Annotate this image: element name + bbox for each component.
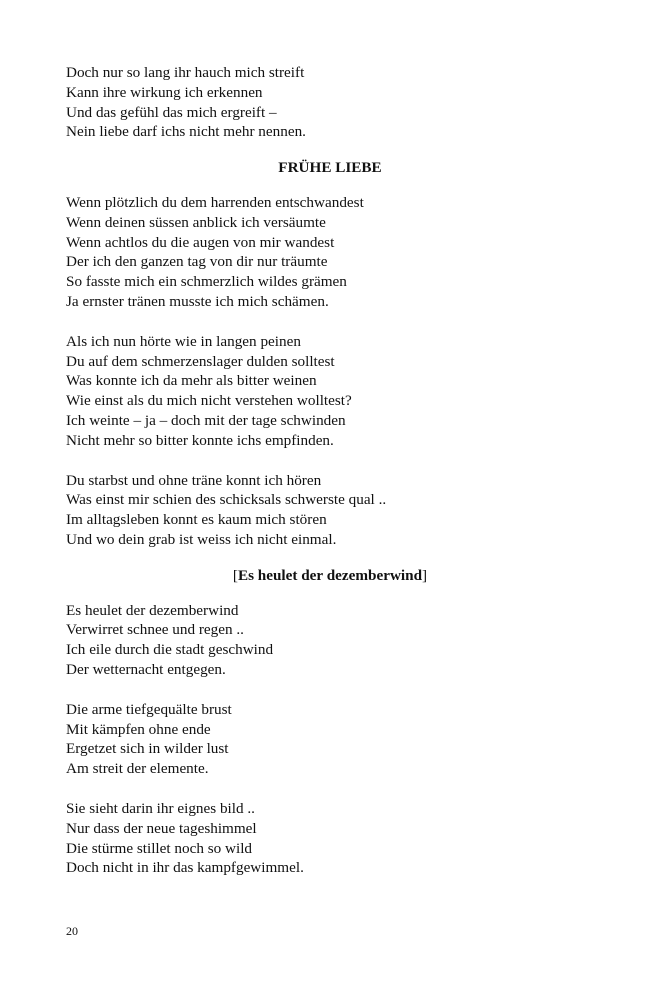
poem-title-fruehe-liebe: FRÜHE LIEBE (278, 159, 382, 177)
poem-line: So fasste mich ein schmerzlich wildes grämen (66, 273, 347, 291)
poem-line: Wenn plötzlich du dem harrenden entschwandest (66, 193, 364, 211)
poem-line: Du starbst und ohne träne konnt ich hören (66, 471, 322, 489)
poem2-stanza-2 (66, 700, 594, 779)
poem-line: Ja ernster tränen musste ich mich schämen. (66, 292, 329, 310)
opening-stanza (66, 63, 594, 142)
poem-line: Der wetternacht entgegen. (66, 660, 226, 678)
poem-line: Wenn achtlos du die augen von mir wandest (66, 233, 335, 251)
page-body (66, 63, 594, 878)
poem-line: Mit kämpfen ohne ende (66, 720, 211, 738)
poem-line: Die stürme stillet noch so wild (66, 839, 253, 857)
poem-line: Und das gefühl das mich ergreift – (66, 103, 277, 121)
poem-line: Und wo dein grab ist weiss ich nicht einmal. (66, 530, 337, 548)
poem-line: Ich weinte – ja – doch mit der tage schwinden (66, 411, 346, 429)
poem-line: Verwirret schnee und regen .. (66, 621, 244, 639)
poem-line: Der ich den ganzen tag von dir nur träumte (66, 253, 328, 271)
poem-line: Nicht mehr so bitter konnte ichs empfinden. (66, 431, 334, 449)
page-number: 20 (66, 924, 78, 938)
poem2-stanza-3 (66, 799, 594, 878)
poem-line: Was einst mir schien des schicksals schwerste qual .. (66, 491, 387, 509)
poem-line: Sie sieht darin ihr eignes bild .. (66, 799, 255, 817)
poem-line: Als ich nun hörte wie in langen peinen (66, 332, 301, 350)
poem-line: Im alltagsleben konnt es kaum mich stören (66, 511, 327, 529)
poem-line: Am streit der elemente. (66, 760, 209, 778)
poem-line: Doch nur so lang ihr hauch mich streift (66, 64, 305, 81)
title-bracket-open: [ (232, 566, 238, 584)
poem-line: Ergetzet sich in wilder lust (66, 740, 229, 758)
poem2-stanza-1 (66, 601, 594, 680)
poem-line: Die arme tiefgequälte brust (66, 700, 232, 718)
title-bracket-close: ] (422, 566, 428, 584)
poem-line: Kann ihre wirkung ich erkennen (66, 83, 263, 101)
poem-line: Ich eile durch die stadt geschwind (66, 641, 274, 659)
poem1-stanza-2 (66, 332, 594, 451)
poem-line: Nur dass der neue tageshimmel (66, 819, 257, 837)
poem1-stanza-3 (66, 471, 594, 550)
poem-line: Wenn deinen süssen anblick ich versäumte (66, 213, 326, 231)
poem-line: Es heulet der dezemberwind (66, 601, 239, 619)
poem-line: Was konnte ich da mehr als bitter weinen (66, 372, 317, 390)
poem-line: Du auf dem schmerzenslager dulden solltest (66, 352, 335, 370)
poem-line: Wie einst als du mich nicht verstehen wolltest? (66, 392, 352, 410)
poem1-stanza-1 (66, 193, 594, 312)
poem-line: Nein liebe darf ichs nicht mehr nennen. (66, 123, 306, 141)
poem-line: Doch nicht in ihr das kampfgewimmel. (66, 859, 304, 877)
poem-title-es-heulet (66, 566, 594, 586)
poem-title-text: Es heulet der dezemberwind (237, 566, 423, 584)
